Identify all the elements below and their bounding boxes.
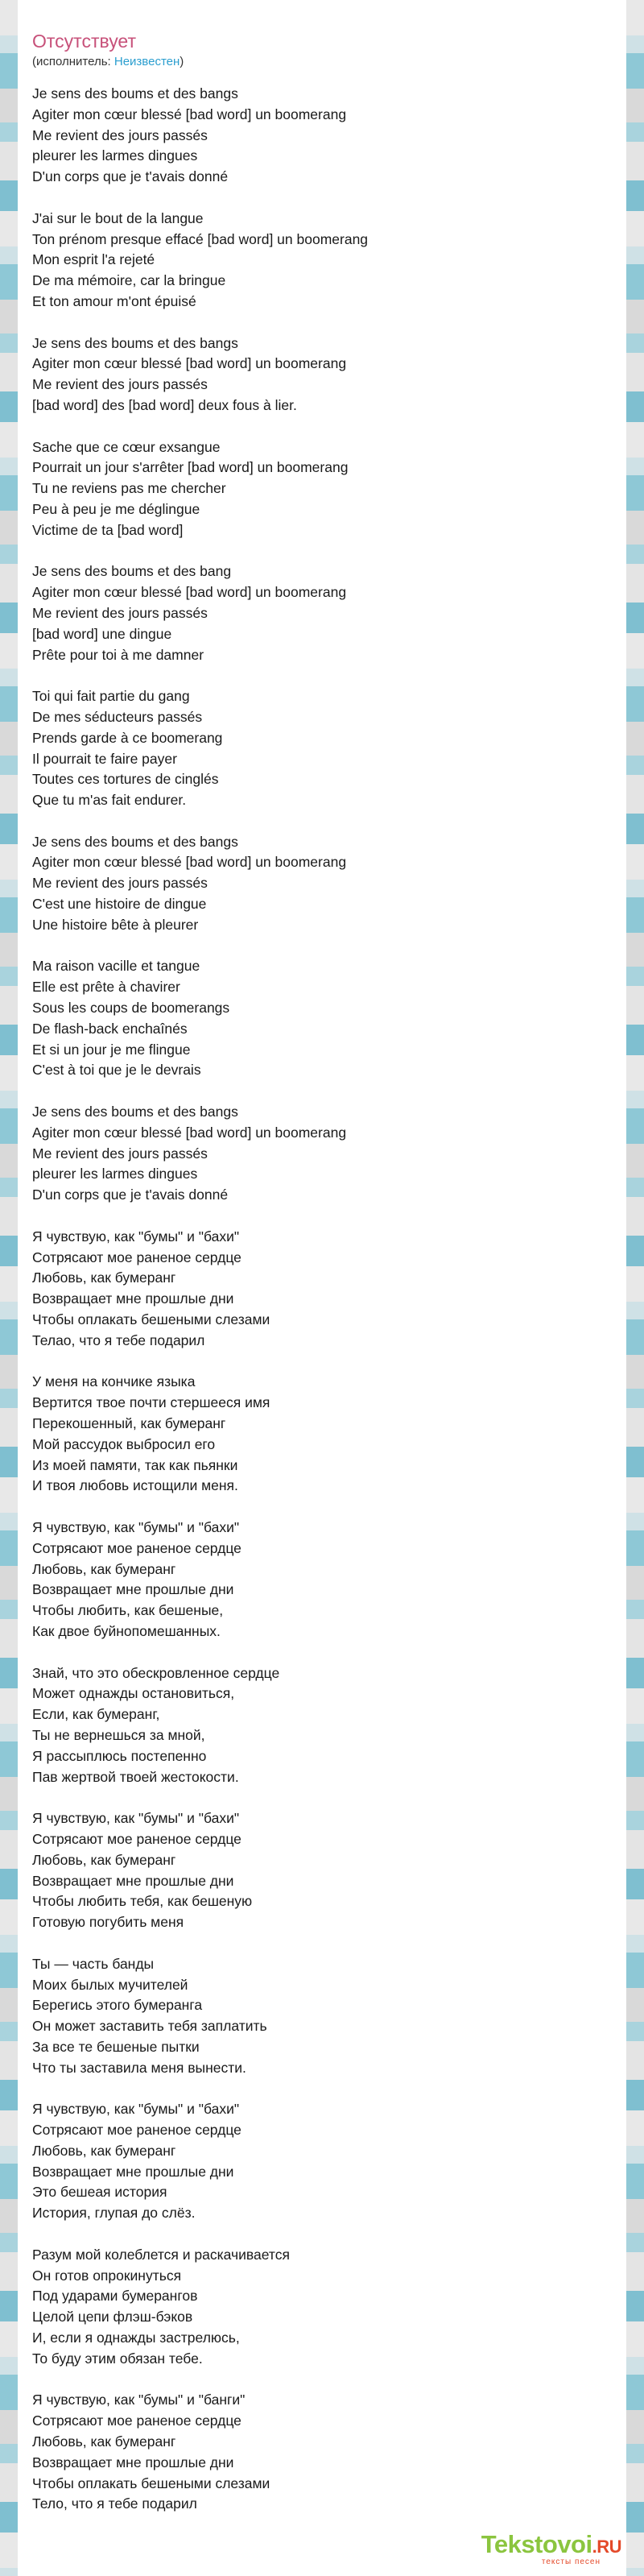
song-header <box>32 29 612 69</box>
lyrics-stanza: Je sens des boums et des bangs Agiter mon cœur blessé [bad word] un boomerang Me revient des jours passés [bad word] des [bad word] deux fous à lier. <box>32 334 347 413</box>
lyrics-stanza: Разум мой колеблется и раскачивается Он готов опрокинуться Под ударами бумерангов Целой цепи флэш-бэков И, если я однажды застрелюсь, То буду этим обязан тебе. <box>32 2246 290 2367</box>
logo-tld: .RU <box>592 2537 621 2557</box>
lyrics-stanza: Я чувствую, как "бумы" и "бахи" Сотрясают мое раненое сердце Любовь, как бумеранг Возвращает мне прошлые дни Это бешеая история История, глупая до слёз. <box>32 2101 242 2222</box>
lyrics-stanza: Je sens des boums et des bangs Agiter mon cœur blessé [bad word] un boomerang Me revient des jours passés C'est une histoire de dingue Une histoire bête à pleurer <box>32 833 347 933</box>
lyrics-stanza: J'ai sur le bout de la langue Ton prénom presque effacé [bad word] un boomerang Mon esprit l'a rejeté De ma mémoire, car la bringue Et ton amour m'ont épuisé <box>32 209 369 309</box>
logo-name: Tekstovoi <box>481 2530 592 2558</box>
lyrics-stanza: Je sens des boums et des bangs Agiter mon cœur blessé [bad word] un boomerang Me revient des jours passés pleurer les larmes dingues D'un corps que je t'avais donné <box>32 85 347 185</box>
artist-line <box>32 55 612 69</box>
lyrics-stanza: У меня на кончике языка Вертится твое почти стершееся имя Перекошенный, как бумеранг Мой рассудок выбросил его Из моей памяти, так как пьянки И твоя любовь истощили меня. <box>32 1373 270 1494</box>
artist-suffix: ) <box>180 55 184 68</box>
artist-prefix: (исполнитель: <box>32 55 114 68</box>
lyrics-stanza: Знай, что это обескровленное сердце Может однажды остановиться, Если, как бумеранг, Ты не вернешься за мной, Я рассыплюсь постепенно Пав жертвой твоей жестокости. <box>32 1664 280 1785</box>
artist-link[interactable]: Неизвестен <box>114 55 180 68</box>
lyrics-stanza: Я чувствую, как "бумы" и "банги" Сотрясают мое раненое сердце Любовь, как бумеранг Возвращает мне прошлые дни Чтобы оплакать бешеными слезами Тело, что я тебе подарил <box>32 2392 270 2512</box>
lyrics-stanza: Я чувствую, как "бумы" и "бахи" Сотрясают мое раненое сердце Любовь, как бумеранг Возвращает мне прошлые дни Чтобы любить, как бешеные, Как двое буйнопомешанных. <box>32 1518 242 1639</box>
page-content <box>18 0 626 2576</box>
site-logo[interactable] <box>481 2532 621 2566</box>
lyrics-stanza: Я чувствую, как "бумы" и "бахи" Сотрясают мое раненое сердце Любовь, как бумеранг Возвращает мне прошлые дни Чтобы любить тебя, как бешеную Готовую погубить меня <box>32 1810 253 1931</box>
lyrics-stanza: Je sens des boums et des bang Agiter mon cœur blessé [bad word] un boomerang Me revient des jours passés [bad word] une dingue Prête pour toi à me damner <box>32 563 347 663</box>
song-title: Отсутствует <box>32 31 136 52</box>
logo-wordmark <box>481 2532 621 2560</box>
lyrics-text <box>32 84 612 2536</box>
lyrics-stanza: Ma raison vacille et tangue Elle est prête à chavirer Sous les coups de boomerangs De flash-back enchaînés Et si un jour je me flingue C'est à toi que je le devrais <box>32 958 230 1079</box>
lyrics-stanza: Toi qui fait partie du gang De mes séducteurs passés Prends garde à ce boomerang Il pourrait te faire payer Toutes ces tortures de cinglés Que tu m'as fait endurer. <box>32 688 223 809</box>
lyrics-stanza: Ты — часть банды Моих былых мучителей Берегись этого бумеранга Он может заставить тебя заплатить За все те бешеные пытки Что ты заставила меня вынести. <box>32 1955 267 2076</box>
lyrics-stanza: Sache que ce cœur exsangue Pourrait un jour s'arrêter [bad word] un boomerang Tu ne reviens pas me chercher Peu à peu je me déglingue Victime de ta [bad word] <box>32 438 349 538</box>
lyrics-stanza: Я чувствую, как "бумы" и "бахи" Сотрясают мое раненое сердце Любовь, как бумеранг Возвращает мне прошлые дни Чтобы оплакать бешеными слезами Телао, что я тебе подарил <box>32 1228 270 1348</box>
lyrics-stanza: Je sens des boums et des bangs Agiter mon cœur blessé [bad word] un boomerang Me revient des jours passés pleurer les larmes dingues D'un corps que je t'avais donné <box>32 1104 347 1203</box>
logo-tagline: тексты песен <box>541 2557 601 2566</box>
